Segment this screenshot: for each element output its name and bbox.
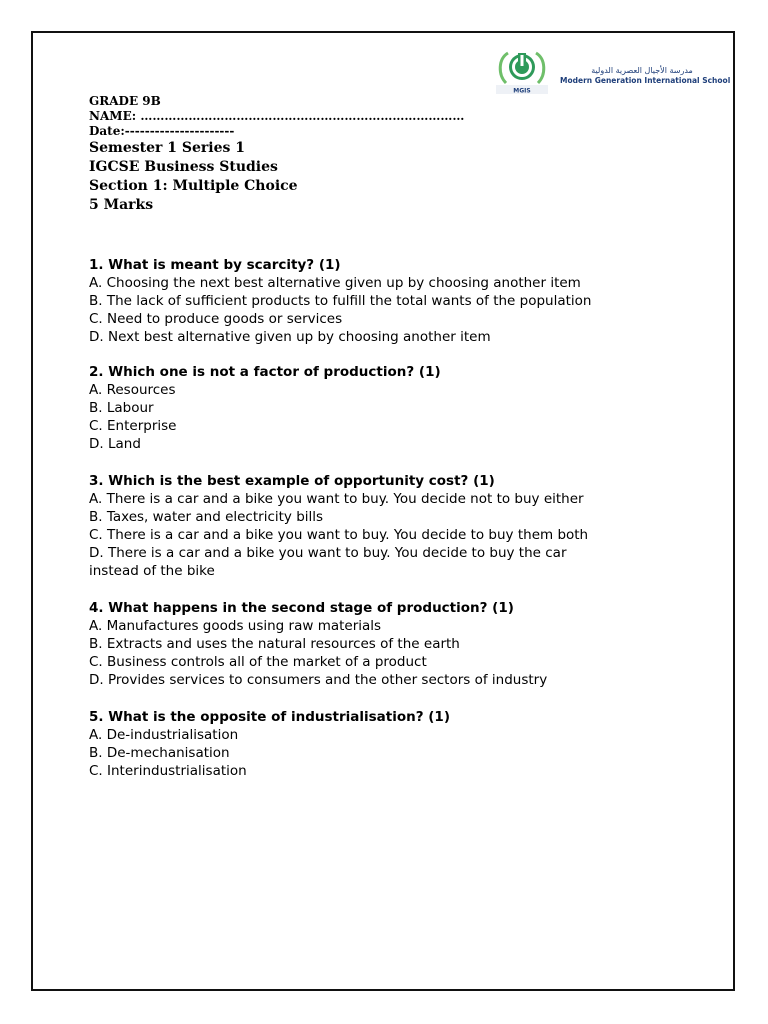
option: C. Enterprise: [89, 418, 177, 434]
option: C. Business controls all of the market of a product: [89, 654, 427, 670]
option: A. There is a car and a bike you want to buy. You decide not to buy either: [89, 491, 584, 507]
marks-line: 5 Marks: [89, 197, 154, 213]
option: A. Resources: [89, 382, 176, 398]
option: D. There is a car and a bike you want to buy. You decide to buy the car: [89, 545, 567, 561]
option: D. Land: [89, 436, 141, 452]
school-logo-icon: [494, 47, 550, 95]
question-4: [89, 599, 729, 689]
option: A. Choosing the next best alternative given up by choosing another item: [89, 275, 581, 291]
question-title: 2. Which one is not a factor of production? (1): [89, 364, 441, 380]
school-name-english: Modern Generation International School: [560, 76, 731, 85]
option: B. De-mechanisation: [89, 745, 230, 761]
exam-header: [89, 94, 464, 215]
option: D. Next best alternative given up by choosing another item: [89, 329, 491, 345]
option: C. Need to produce goods or services: [89, 311, 343, 327]
name-line: NAME: ………………………………………………………………………: [89, 109, 465, 123]
option: D. Provides services to consumers and the other sectors of industry: [89, 672, 548, 688]
date-line: Date:----------------------: [89, 124, 235, 138]
question-2: [89, 363, 729, 453]
option: A. De-industrialisation: [89, 727, 239, 743]
option: B. Extracts and uses the natural resources of the earth: [89, 636, 460, 652]
question-1: [89, 256, 729, 346]
option-continued: instead of the bike: [89, 563, 215, 579]
option: B. Taxes, water and electricity bills: [89, 509, 324, 525]
question-3: [89, 472, 729, 580]
semester-line: Semester 1 Series 1: [89, 140, 245, 156]
school-name-arabic: مدرسة الأجيال العصرية الدولية: [591, 66, 693, 75]
question-title: 1. What is meant by scarcity? (1): [89, 257, 341, 273]
question-5: [89, 708, 729, 780]
option: B. The lack of sufficient products to fulfill the total wants of the population: [89, 293, 592, 309]
question-title: 3. Which is the best example of opportunity cost? (1): [89, 473, 495, 489]
option: B. Labour: [89, 400, 154, 416]
option: C. Interindustrialisation: [89, 763, 247, 779]
section-line: Section 1: Multiple Choice: [89, 178, 298, 194]
option: A. Manufactures goods using raw materials: [89, 618, 382, 634]
subject-line: IGCSE Business Studies: [89, 159, 278, 175]
grade-line: GRADE 9B: [89, 94, 161, 108]
question-title: 4. What happens in the second stage of production? (1): [89, 600, 514, 616]
question-title: 5. What is the opposite of industrialisation? (1): [89, 709, 450, 725]
school-name: [560, 66, 731, 86]
option: C. There is a car and a bike you want to buy. You decide to buy them both: [89, 527, 589, 543]
logo-text: MGIS: [513, 87, 531, 95]
